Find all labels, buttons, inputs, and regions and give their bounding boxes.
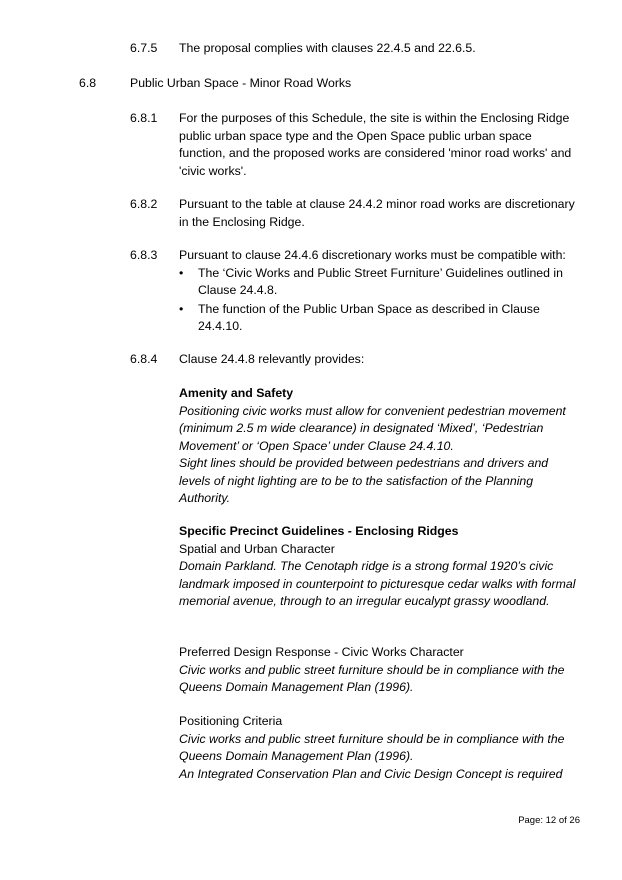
amenity-heading: Amenity and Safety bbox=[179, 386, 294, 400]
clause-text-6-8-4: Clause 24.4.8 relevantly provides: bbox=[179, 352, 365, 366]
amenity-paragraph: Sight lines should be provided between pedestrians and drivers and levels of night lighting are to be to the satisfaction of the Planning Authority. bbox=[179, 456, 549, 505]
list-item: • The function of the Public Urban Space as described in Clause 24.4.10. bbox=[179, 301, 540, 333]
design-response-block bbox=[179, 644, 581, 697]
bullet-list bbox=[179, 265, 581, 336]
clause-text-6-8-1: For the purposes of this Schedule, the site is within the Enclosing Ridge public urban space type and the Open Space public urban space function, and the proposed works are considered 'minor road works' and 'civic works'. bbox=[179, 111, 572, 178]
list-item: • The ‘Civic Works and Public Street Furniture’ Guidelines outlined in Clause 24.4.8. bbox=[179, 265, 563, 297]
clause-number-6-7-5: 6.7.5 bbox=[130, 41, 158, 55]
precinct-paragraph: Civic works and public street furniture should be in compliance with the Queens Domain Management Plan (1996). bbox=[179, 662, 565, 694]
section-number-6-8: 6.8 bbox=[79, 76, 97, 90]
amenity-safety-block bbox=[179, 385, 581, 508]
precinct-subheading: Preferred Design Response - Civic Works Character bbox=[179, 645, 464, 659]
amenity-paragraph: Positioning civic works must allow for convenient pedestrian movement (minimum 2.5 m wide clearance) in designated ‘Mixed’, ‘Pedestrian Movement’ or ‘Open Space’ under Clause 24.4.10. bbox=[179, 403, 566, 453]
precinct-subheading: Positioning Criteria bbox=[179, 714, 283, 728]
clause-number-6-8-3: 6.8.3 bbox=[130, 248, 158, 262]
clause-text-6-8-3 bbox=[179, 247, 581, 337]
precinct-paragraph: An Integrated Conservation Plan and Civic Design Concept is required bbox=[179, 766, 563, 781]
precinct-subheading: Spatial and Urban Character bbox=[179, 541, 335, 556]
section-heading-6-8: Public Urban Space - Minor Road Works bbox=[130, 76, 352, 90]
bullet-icon: • bbox=[179, 301, 184, 316]
clause-intro-6-8-3: Pursuant to clause 24.4.6 discretionary works must be compatible with: bbox=[179, 248, 566, 262]
precinct-paragraph: Domain Parkland. The Cenotaph ridge is a strong formal 1920’s civic landmark imposed in counterpoint to picturesque cedar walks with formal memorial avenue, through to an irregular eucalypt grassy woodland. bbox=[179, 559, 576, 608]
clause-text-6-7-5: The proposal complies with clauses 22.4.5 and 22.6.5. bbox=[179, 41, 476, 55]
positioning-block bbox=[179, 713, 581, 783]
precinct-block bbox=[179, 523, 581, 611]
bullet-icon: • bbox=[179, 265, 184, 280]
clause-number-6-8-2: 6.8.2 bbox=[130, 197, 158, 211]
clause-number-6-8-1: 6.8.1 bbox=[130, 111, 158, 125]
precinct-heading: Specific Precinct Guidelines - Enclosing Ridges bbox=[179, 524, 459, 538]
page-number: Page: 12 of 26 bbox=[518, 815, 580, 826]
clause-text-6-8-2: Pursuant to the table at clause 24.4.2 minor road works are discretionary in the Enclosing Ridge. bbox=[179, 197, 575, 229]
clause-number-6-8-4: 6.8.4 bbox=[130, 352, 158, 366]
precinct-paragraph: Civic works and public street furniture should be in compliance with the Queens Domain Management Plan (1996). bbox=[179, 731, 565, 763]
